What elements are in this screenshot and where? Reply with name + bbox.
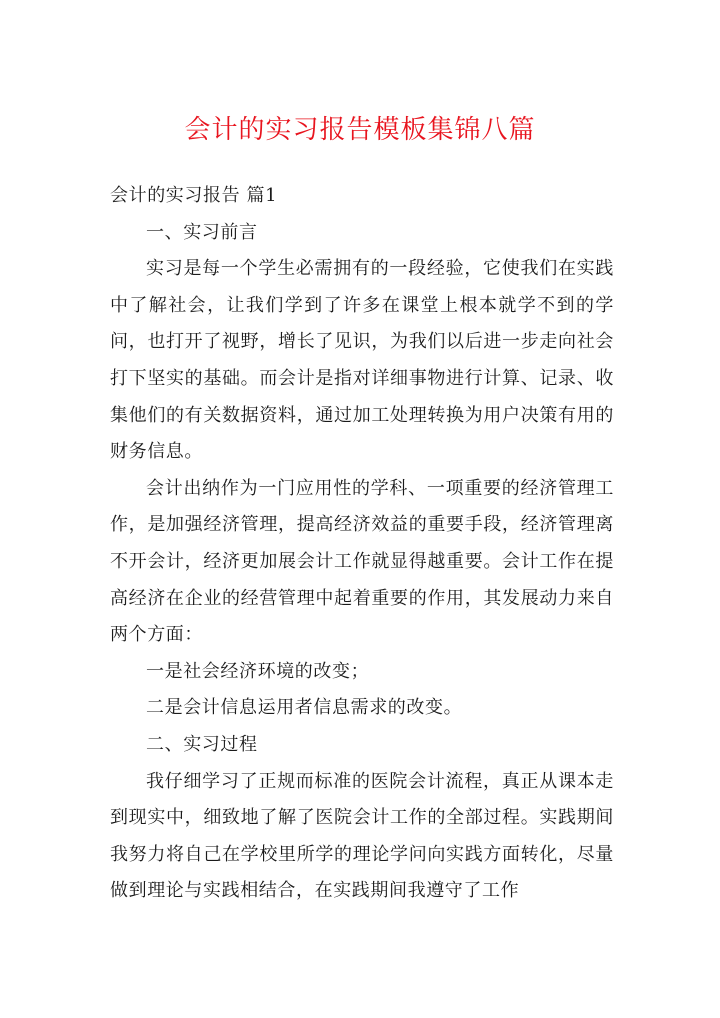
subsection-heading: 一、实习前言	[146, 221, 258, 243]
subsection-heading: 二、实习过程	[146, 733, 258, 755]
paragraph: 实习是每一个学生必需拥有的一段经验，它使我们在实践中了解社会，让我们学到了许多在课堂上根本就学不到的学问，也打开了视野，增长了见识，为我们以后进一步走向社会打下坚实的基础。而会计是指对详细事物进行计算、记录、收集他们的有关数据资料，通过加工处理转换为用户决策有用的财务信息。	[110, 258, 614, 463]
section-heading: 会计的实习报告 篇1	[110, 185, 278, 206]
paragraph: 我仔细学习了正规而标准的医院会计流程，真正从课本走到现实中，细致地了解了医院会计工作的全部过程。实践期间我努力将自己在学校里所学的理论学问向实践方面转化，尽量做到理论与实践相结合，在实践期间我遵守了工作	[110, 770, 614, 902]
document-body	[110, 178, 614, 910]
document-title: 会计的实习报告模板集锦八篇	[184, 115, 536, 145]
list-item: 二是会计信息运用者信息需求的改变。	[146, 697, 463, 719]
paragraph: 会计出纳作为一门应用性的学科、一项重要的经济管理工作，是加强经济管理，提高经济效益的重要手段，经济管理离不开会计，经济更加展会计工作就显得越重要。会计工作在提高经济在企业的经营管理中起着重要的作用，其发展动力来自两个方面：	[110, 477, 614, 646]
list-item: 一是社会经济环境的改变；	[146, 660, 370, 682]
